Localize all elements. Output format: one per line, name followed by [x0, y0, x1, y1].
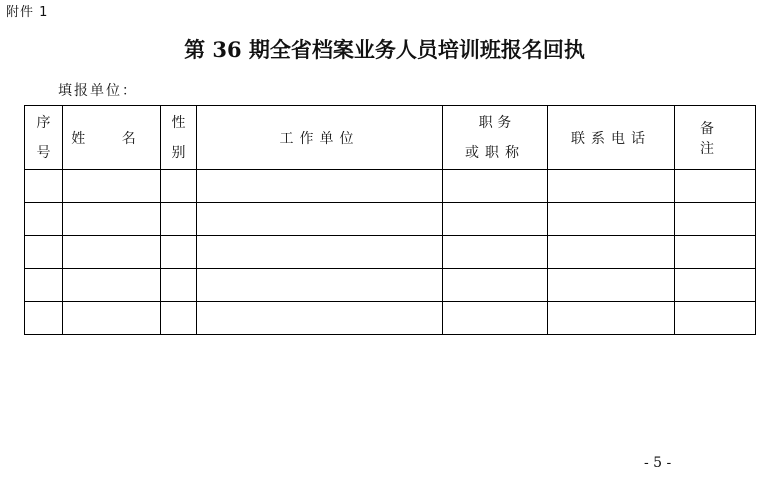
- header-name: 姓 名: [63, 106, 161, 170]
- cell-position[interactable]: [443, 302, 548, 335]
- header-seq-line1: 序: [36, 114, 51, 131]
- reporting-unit-label: 填报单位：: [58, 83, 138, 99]
- cell-gender[interactable]: [161, 170, 197, 203]
- cell-name[interactable]: [63, 203, 161, 236]
- cell-phone[interactable]: [548, 302, 675, 335]
- header-position-line1: 职 务: [478, 114, 512, 131]
- header-position: [443, 106, 548, 170]
- table-row: [25, 203, 756, 236]
- cell-name[interactable]: [63, 236, 161, 269]
- header-seq-line2: 号: [36, 144, 51, 161]
- cell-position[interactable]: [443, 269, 548, 302]
- cell-seq[interactable]: [25, 203, 63, 236]
- cell-position[interactable]: [443, 203, 548, 236]
- header-position-line2: 或职称: [465, 144, 525, 161]
- cell-phone[interactable]: [548, 236, 675, 269]
- table-row: [25, 236, 756, 269]
- cell-gender[interactable]: [161, 203, 197, 236]
- cell-work-unit[interactable]: [197, 302, 443, 335]
- table-row: [25, 302, 756, 335]
- header-seq: [25, 106, 63, 170]
- cell-phone[interactable]: [548, 170, 675, 203]
- cell-remarks[interactable]: [675, 269, 756, 302]
- header-gender-line2: 别: [171, 144, 186, 161]
- cell-position[interactable]: [443, 236, 548, 269]
- header-gender: [161, 106, 197, 170]
- cell-seq[interactable]: [25, 170, 63, 203]
- cell-name[interactable]: [63, 269, 161, 302]
- header-remarks: 备 注: [675, 106, 756, 170]
- cell-name[interactable]: [63, 170, 161, 203]
- cell-phone[interactable]: [548, 269, 675, 302]
- table-row: [25, 269, 756, 302]
- cell-work-unit[interactable]: [197, 236, 443, 269]
- cell-remarks[interactable]: [675, 302, 756, 335]
- attachment-label: 附件 1: [6, 5, 49, 20]
- cell-remarks[interactable]: [675, 170, 756, 203]
- cell-name[interactable]: [63, 302, 161, 335]
- cell-remarks[interactable]: [675, 236, 756, 269]
- document-title: 第 36 期全省档案业务人员培训班报名回执: [184, 37, 585, 62]
- cell-work-unit[interactable]: [197, 269, 443, 302]
- cell-work-unit[interactable]: [197, 203, 443, 236]
- cell-seq[interactable]: [25, 302, 63, 335]
- header-work-unit: 工作单位: [197, 106, 443, 170]
- cell-seq[interactable]: [25, 269, 63, 302]
- cell-work-unit[interactable]: [197, 170, 443, 203]
- cell-gender[interactable]: [161, 236, 197, 269]
- cell-remarks[interactable]: [675, 203, 756, 236]
- cell-gender[interactable]: [161, 302, 197, 335]
- header-phone: 联系电话: [548, 106, 675, 170]
- header-gender-line1: 性: [171, 114, 186, 131]
- table-header-row: [25, 106, 756, 170]
- cell-seq[interactable]: [25, 236, 63, 269]
- cell-position[interactable]: [443, 170, 548, 203]
- table-row: [25, 170, 756, 203]
- page-number: - 5 -: [644, 455, 672, 471]
- cell-gender[interactable]: [161, 269, 197, 302]
- registration-table: [24, 105, 756, 335]
- cell-phone[interactable]: [548, 203, 675, 236]
